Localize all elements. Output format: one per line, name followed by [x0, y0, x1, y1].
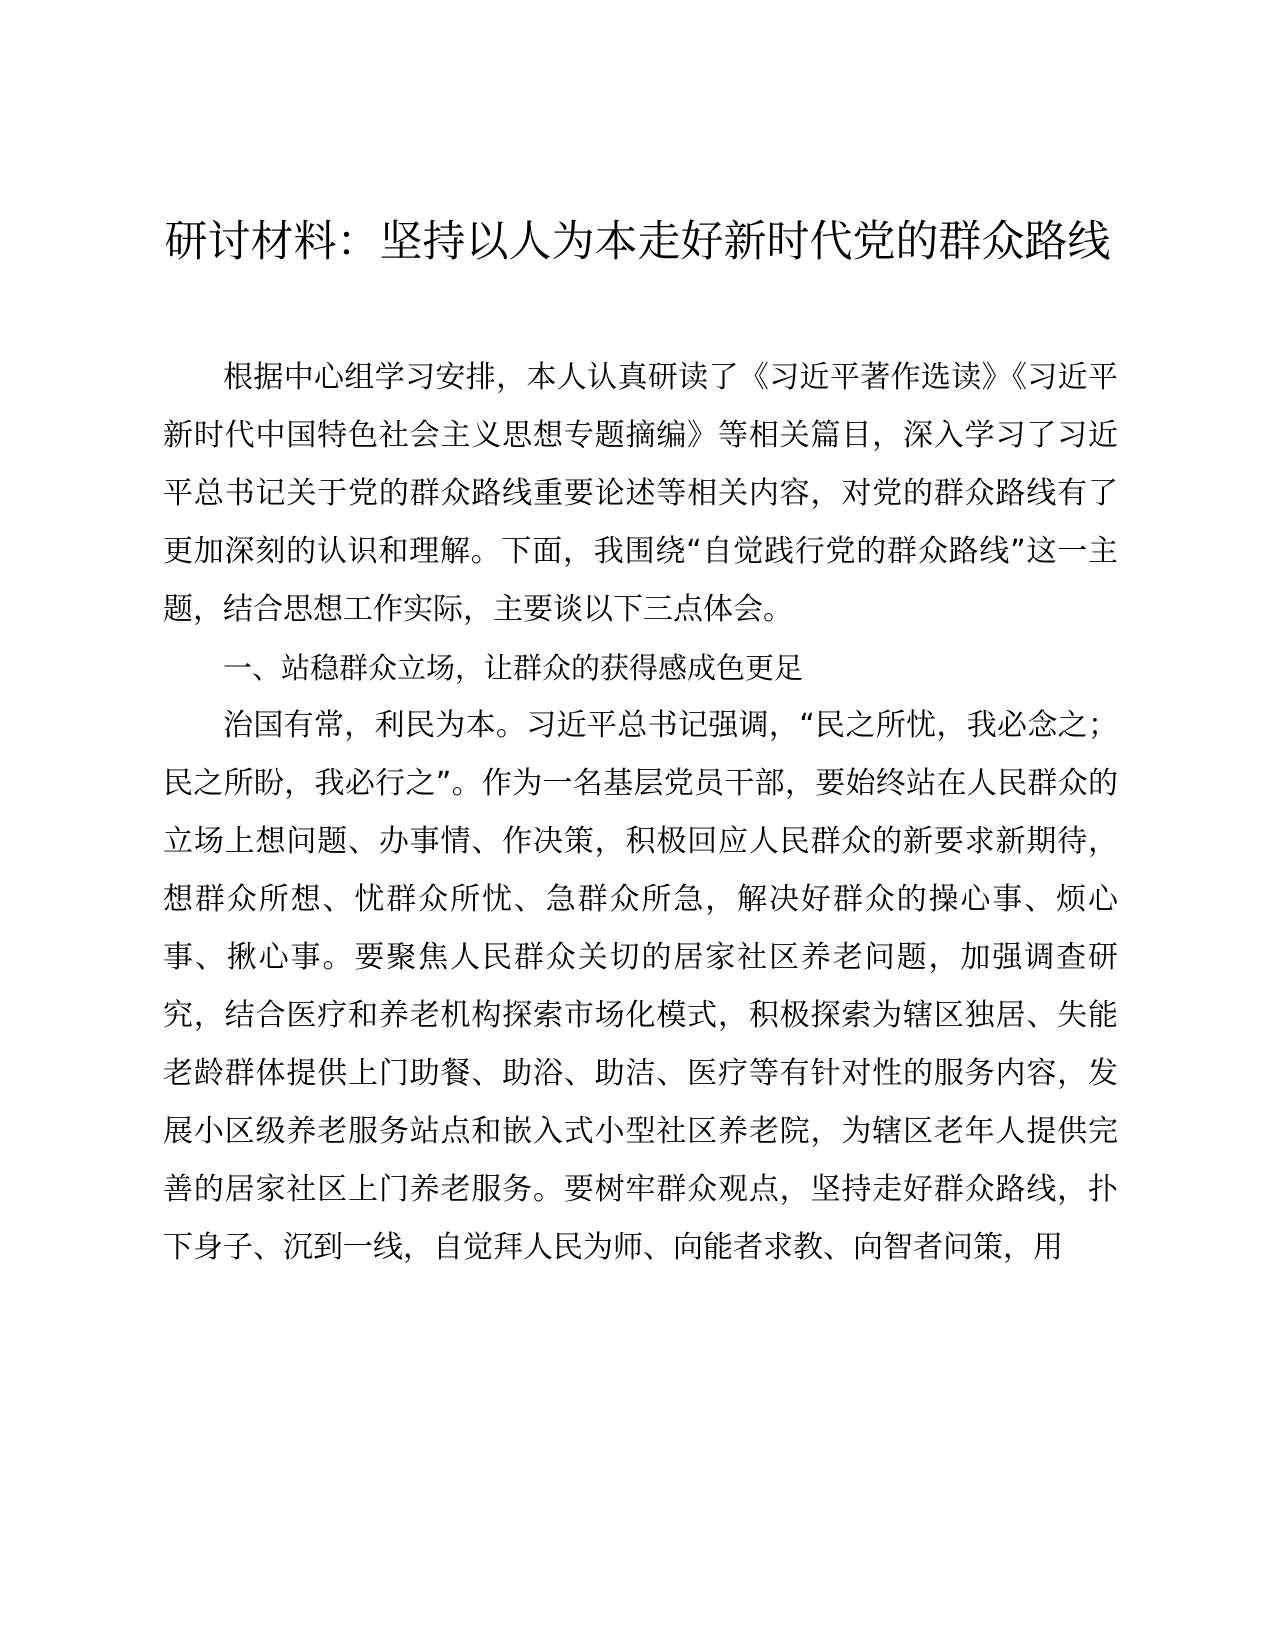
section-paragraph: 治国有常，利民为本。习近平总书记强调，“民之所忧，我必念之；民之所盼，我必行之”。作为一名基层党员干部，要始终站在人民群众的立场上想问题、办事情、作决策，积极回应人民群众的新要求新期待，想群众所想、忧群众所忧、急群众所急，解决好群众的操心事、烦心事、揪心事。要聚焦人民群众关切的居家社区养老问题，加强调查研究，结合医疗和养老机构探索市场化模式，积极探索为辖区独居、失能老龄群体提供上门助餐、助浴、助洁、医疗等有针对性的服务内容，发展小区级养老服务站点和嵌入式小型社区养老院，为辖区老年人提供完善的居家社区上门养老服务。要树牢群众观点，坚持走好群众路线，扑下身子、沉到一线，自觉拜人民为师、向能者求教、向智者问策，用 [163, 708, 1118, 1265]
document-title: 研讨材料：坚持以人为本走好新时代党的群众路线 [164, 217, 1111, 267]
document-body [163, 349, 1118, 1277]
section-heading: 一、站稳群众立场，让群众的获得感成色更足 [223, 651, 804, 685]
intro-paragraph: 根据中心组学习安排，本人认真研读了《习近平著作选读》《习近平新时代中国特色社会主义思想专题摘编》等相关篇目，深入学习了习近平总书记关于党的群众路线重要论述等相关内容，对党的群众路线有了更加深刻的认识和理解。下面，我围绕“自觉践行党的群众路线”这一主题，结合思想工作实际，主要谈以下三点体会。 [163, 360, 1118, 627]
